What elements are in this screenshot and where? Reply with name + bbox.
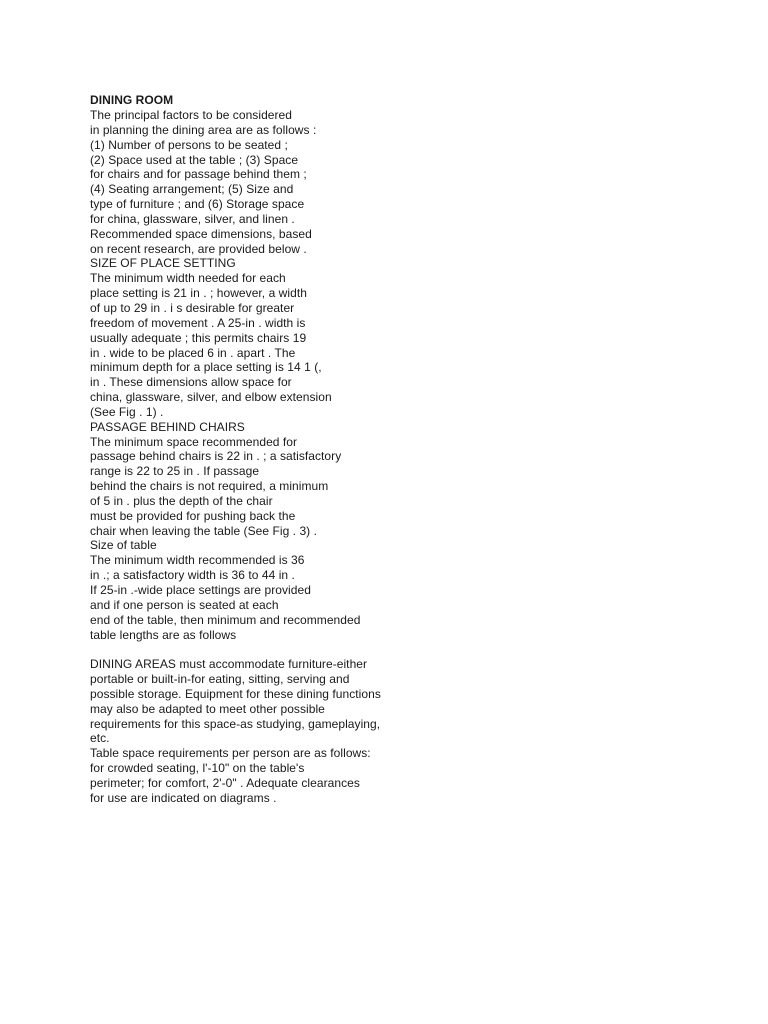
text-line: possible storage. Equipment for these dining functions	[90, 686, 381, 701]
text-line: The principal factors to be considered	[90, 108, 293, 122]
dining-areas-section	[90, 657, 750, 805]
text-line: (See Fig . 1) .	[90, 404, 164, 419]
text-line: of 5 in . plus the depth of the chair	[90, 493, 273, 508]
text-line: The minimum space recommended for	[90, 434, 298, 449]
section-heading-place-setting: SIZE OF PLACE SETTING	[90, 256, 236, 271]
text-line: chair when leaving the table (See Fig . 3) .	[90, 523, 317, 538]
passage-section	[90, 420, 750, 539]
text-line: for use are indicated on diagrams .	[90, 790, 277, 805]
text-line: behind the chairs is not required, a minimum	[90, 479, 329, 494]
text-line: of up to 29 in . i s desirable for greater	[90, 300, 295, 315]
text-line: etc.	[90, 731, 110, 746]
text-line: Recommended space dimensions, based	[90, 226, 312, 241]
text-line: usually adequate ; this permits chairs 19	[90, 330, 307, 345]
text-line: requirements for this space-as studying, gameplaying,	[90, 716, 381, 731]
text-line: type of furniture ; and (6) Storage space	[90, 197, 305, 212]
paragraph-gap	[90, 642, 750, 657]
text-line: perimeter; for comfort, 2'-0" . Adequate clearances	[90, 775, 360, 790]
text-line: place setting is 21 in . ; however, a width	[90, 286, 307, 301]
text-line: for china, glassware, silver, and linen .	[90, 211, 295, 226]
text-line: on recent research, are provided below .	[90, 241, 307, 256]
section-heading-passage: PASSAGE BEHIND CHAIRS	[90, 419, 245, 434]
intro-paragraph	[90, 108, 750, 256]
text-line: in planning the dining area are as follows :	[90, 122, 317, 137]
text-line: The minimum width needed for each	[90, 271, 286, 286]
text-line: passage behind chairs is 22 in . ; a satisfactory	[90, 449, 342, 464]
text-line: DINING AREAS must accommodate furniture-either	[90, 657, 368, 672]
text-line: minimum depth for a place setting is 14 1 (,	[90, 360, 322, 375]
text-line: freedom of movement . A 25-in . width is	[90, 315, 306, 330]
table-size-section	[90, 538, 750, 642]
text-line: If 25-in .-wide place settings are provided	[90, 583, 311, 597]
text-line: for chairs and for passage behind them ;	[90, 167, 307, 182]
text-line: in . These dimensions allow space for	[90, 375, 292, 390]
text-line: (4) Seating arrangement; (5) Size and	[90, 182, 294, 197]
text-line: must be provided for pushing back the	[90, 508, 296, 523]
text-line: portable or built-in-for eating, sitting, serving and	[90, 672, 350, 687]
text-line: in . wide to be placed 6 in . apart . The	[90, 345, 296, 360]
text-line: and if one person is seated at each	[90, 597, 279, 612]
text-line: for crowded seating, l'-10" on the table's	[90, 761, 305, 776]
text-line: Table space requirements per person are as follows:	[90, 746, 371, 761]
text-line: in .; a satisfactory width is 36 to 44 in .	[90, 568, 295, 583]
place-setting-section	[90, 256, 750, 419]
section-heading-table-size: Size of table	[90, 538, 157, 553]
document-title: DINING ROOM	[90, 93, 174, 107]
text-line: china, glassware, silver, and elbow extension	[90, 390, 332, 405]
text-line: end of the table, then minimum and recommended	[90, 612, 361, 627]
text-line: may also be adapted to meet other possible	[90, 701, 325, 716]
text-line: (2) Space used at the table ; (3) Space	[90, 152, 299, 167]
text-line: (1) Number of persons to be seated ;	[90, 137, 288, 152]
text-line: table lengths are as follows	[90, 627, 237, 642]
text-line: The minimum width recommended is 36	[90, 553, 305, 568]
text-line: range is 22 to 25 in . If passage	[90, 464, 260, 479]
document-page	[90, 92, 750, 806]
